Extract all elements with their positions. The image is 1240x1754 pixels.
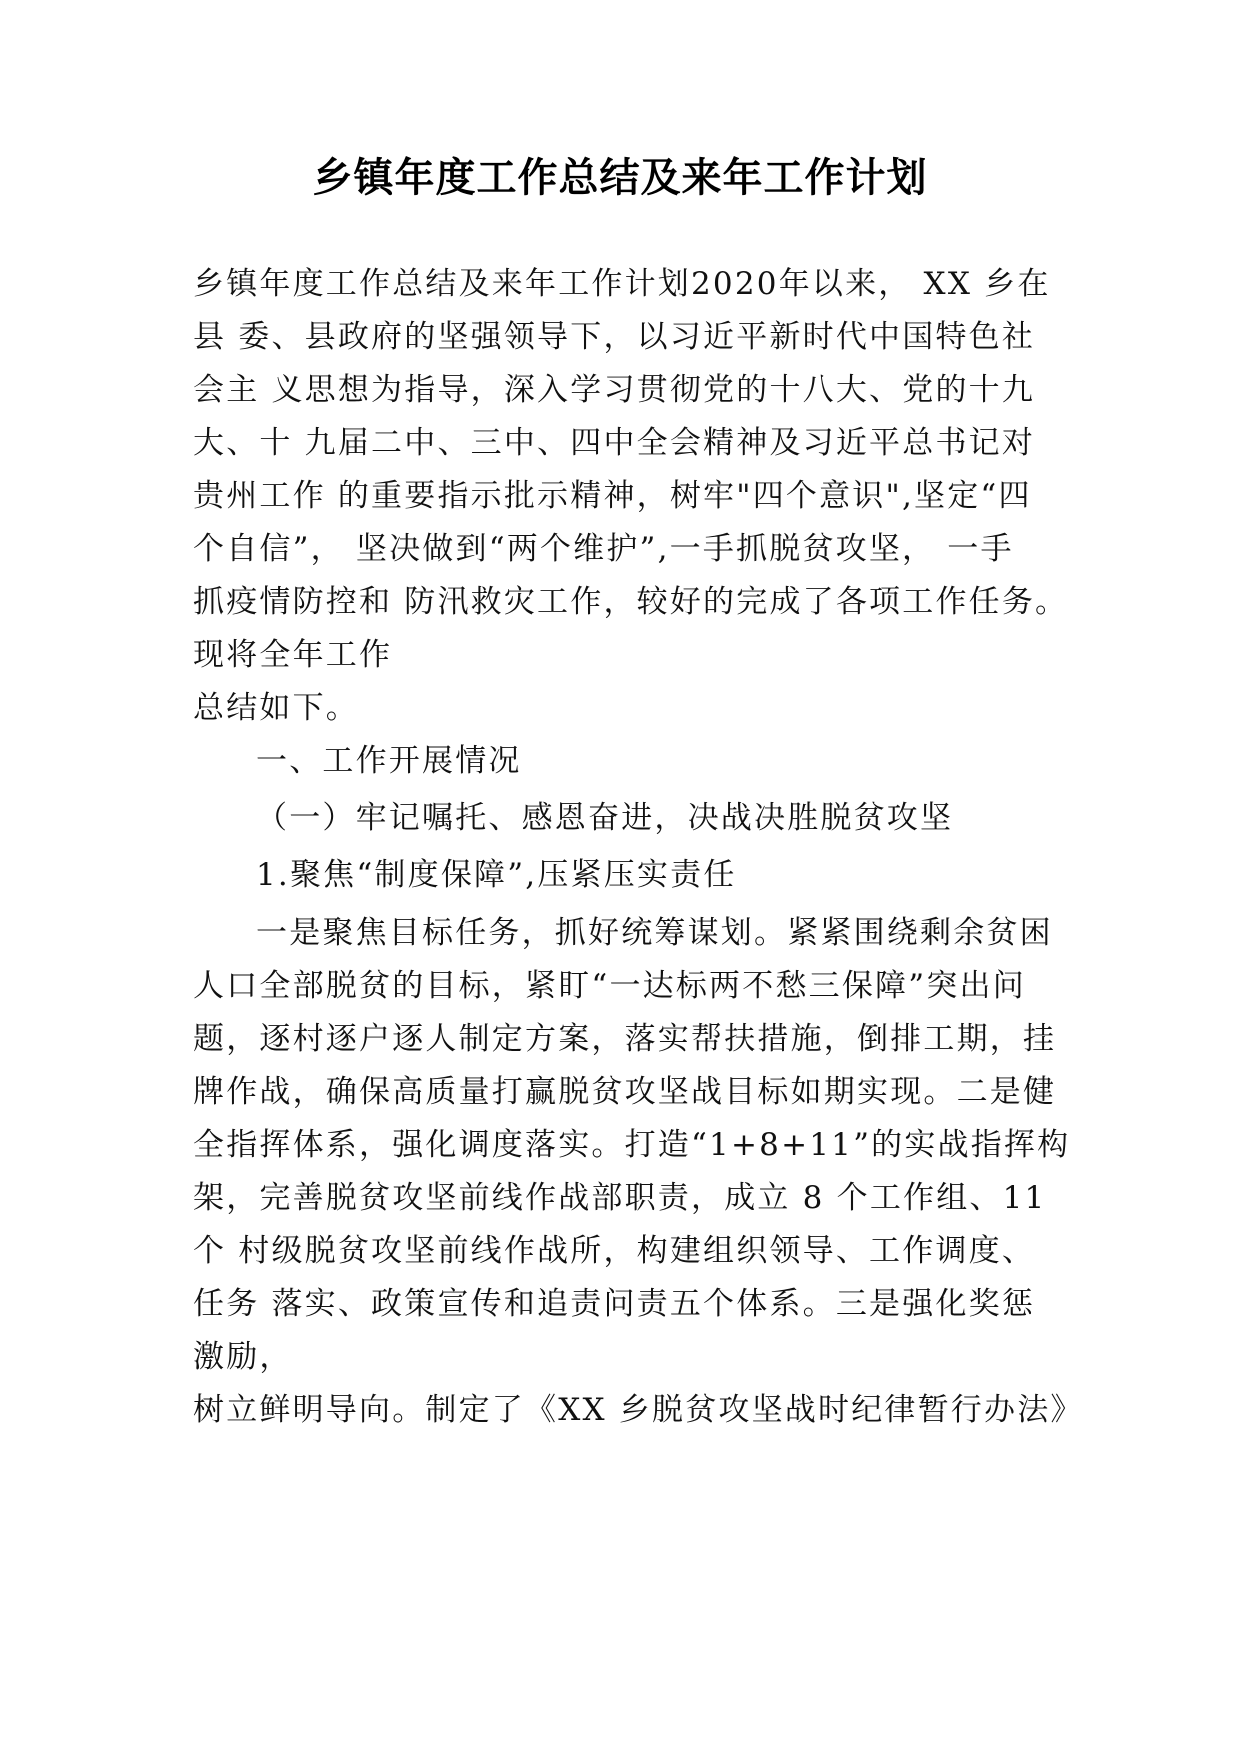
- body-line-17: 任务 落实、政策宣传和追责问责五个体系。三是强化奖惩: [193, 1286, 1036, 1322]
- body-line-5: 贵州工作 的重要指示批示精神，树牢"四个意识",坚定“四: [193, 478, 1032, 514]
- body-line-19: 树立鲜明导向。制定了《XX 乡脱贫攻坚战时纪律暂行办法》: [193, 1392, 1084, 1428]
- body-line-12: 题，逐村逐户逐人制定方案，落实帮扶措施，倒排工期，挂: [193, 1021, 1057, 1057]
- body-line-2: 县 委、县政府的坚强领导下，以习近平新时代中国特色社: [193, 319, 1036, 355]
- body-line-15: 架，完善脱贫攻坚前线作战部职责，成立 8 个工作组、11: [193, 1180, 1047, 1216]
- body-line-1: 乡镇年度工作总结及来年工作计划2020年以来， XX 乡在: [193, 266, 1051, 302]
- body-line-14: 全指挥体系，强化调度落实。打造“1+8+11”的实战指挥构: [193, 1127, 1071, 1163]
- body-line-18: 激励，: [193, 1339, 293, 1375]
- document-title: 乡镇年度工作总结及来年工作计划: [312, 155, 928, 201]
- section-heading: 一、工作开展情况: [256, 743, 522, 779]
- body-line-4: 大、十 九届二中、三中、四中全会精神及习近平总书记对: [193, 425, 1036, 461]
- body-line-10: 一是聚焦目标任务，抓好统筹谋划。紧紧围绕剩余贫困: [256, 915, 1053, 951]
- subsection-heading: （一）牢记嘱托、感恩奋进，决战决胜脱贫攻坚: [256, 800, 954, 836]
- body-line-3: 会主 义思想为指导，深入学习贯彻党的十八大、党的十九: [193, 372, 1036, 408]
- body-line-16: 个 村级脱贫攻坚前线作战所，构建组织领导、工作调度、: [193, 1233, 1036, 1269]
- body-line-6: 个自信”， 坚决做到“两个维护”,一手抓脱贫攻坚， 一手: [193, 531, 1014, 567]
- item-heading: 1.聚焦“制度保障”,压紧压实责任: [256, 857, 737, 893]
- body-line-9: 总结如下。: [193, 690, 359, 726]
- body-line-7: 抓疫情防控和 防汛救灾工作，较好的完成了各项工作任务。: [193, 584, 1069, 620]
- body-line-13: 牌作战，确保高质量打赢脱贫攻坚战目标如期实现。二是健: [193, 1074, 1057, 1110]
- body-line-11: 人口全部脱贫的目标，紧盯“一达标两不愁三保障”突出问: [193, 968, 1026, 1004]
- body-line-8: 现将全年工作: [193, 637, 393, 673]
